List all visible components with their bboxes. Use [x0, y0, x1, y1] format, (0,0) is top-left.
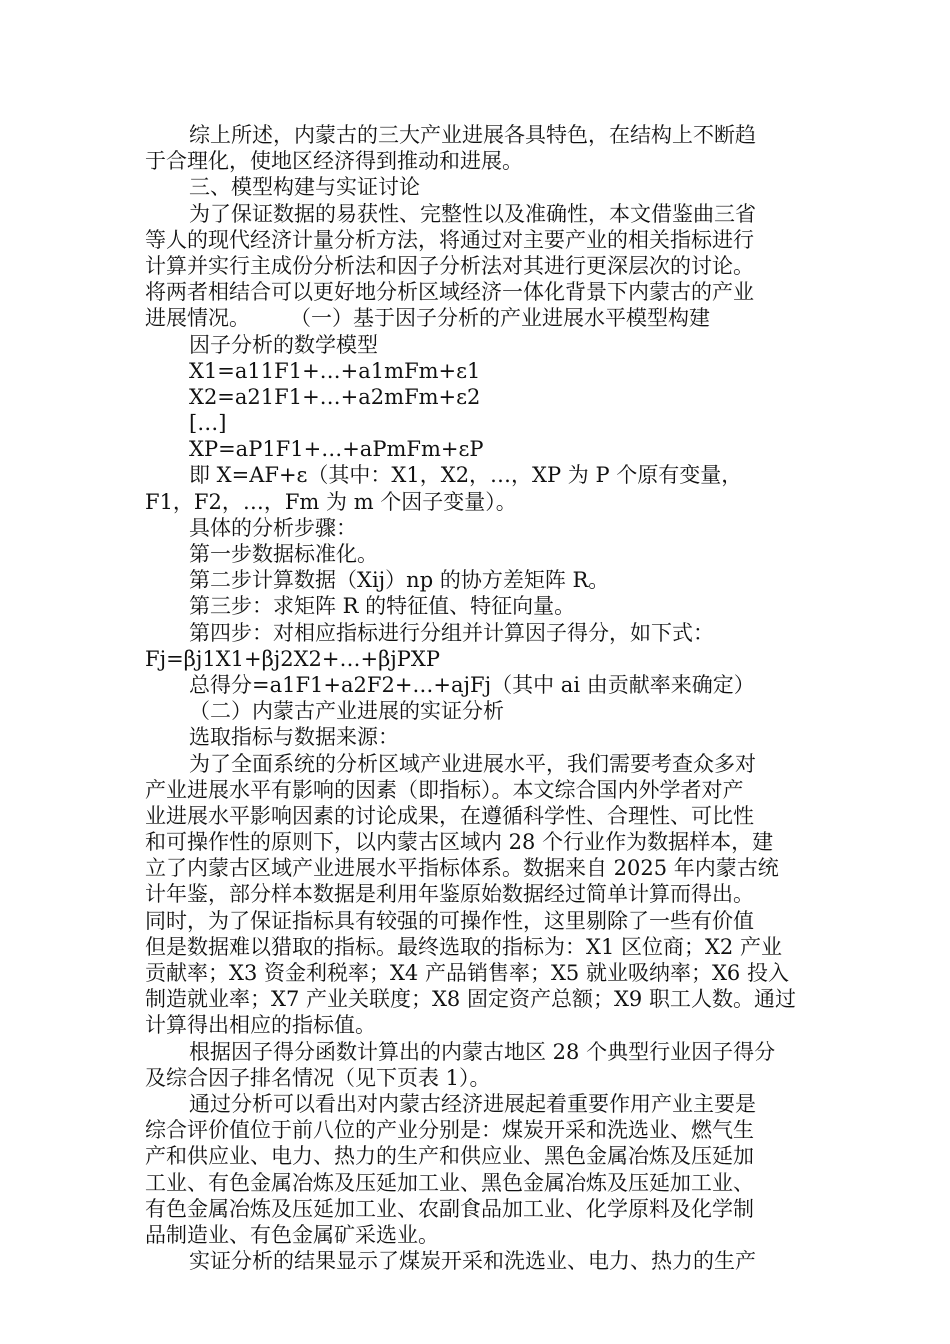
text-line: 第四步：对相应指标进行分组并计算因子得分，如下式：: [189, 620, 714, 645]
text-line: 有色金属冶炼及压延加工业、农副食品加工业、化学原料及化学制: [145, 1196, 754, 1221]
text-line: 于合理化，使地区经济得到推动和进展。: [145, 149, 523, 174]
formula-line: X2=a21F1+…+a2mFm+ε2: [189, 384, 481, 409]
text-line: 即 X=AF+ε（其中：X1，X2，…，XP 为 P 个原有变量，: [189, 463, 743, 488]
text-line: 同时，为了保证指标具有较强的可操作性，这里剔除了一些有价值: [145, 908, 754, 933]
text-line: 业进展水平影响因素的讨论成果，在遵循科学性、合理性、可比性: [145, 803, 754, 828]
text-line: 因子分析的数学模型: [189, 332, 378, 357]
text-line: F1，F2，…，Fm 为 m 个因子变量）。: [145, 489, 517, 514]
subsection-heading: （二）内蒙古产业进展的实证分析: [189, 699, 504, 724]
text-line: 通过分析可以看出对内蒙古经济进展起着重要作用产业主要是: [189, 1091, 756, 1116]
text-line: 产业进展水平有影响的因素（即指标）。本文综合国内外学者对产: [145, 777, 744, 802]
text-line: 为了保证数据的易获性、完整性以及准确性，本文借鉴曲三省: [189, 201, 756, 226]
subsection-heading: （一）基于因子分析的产业进展水平模型构建: [290, 306, 710, 331]
text-line-with-subheading: [145, 305, 805, 331]
text-line: 实证分析的结果显示了煤炭开采和洗选业、电力、热力的生产: [189, 1249, 756, 1274]
text-line: 和可操作性的原则下，以内蒙古区域内 28 个行业作为数据样本，建: [145, 830, 774, 855]
text-line: 计年鉴，部分样本数据是利用年鉴原始数据经过简单计算而得出。: [145, 882, 754, 907]
formula-line: Fj=βj1X1+βj2X2+…+βjPXP: [145, 646, 440, 671]
section-heading: 三、模型构建与实证讨论: [189, 175, 420, 200]
text-line: 品制造业、有色金属矿采选业。: [145, 1222, 439, 1247]
text-line: 第二步计算数据（Xij）np 的协方差矩阵 R。: [189, 568, 610, 593]
formula-line: XP=aP1F1+…+aPmFm+εP: [189, 437, 484, 462]
text-line: 计算并实行主成份分析法和因子分析法对其进行更深层次的讨论。: [145, 253, 754, 278]
text-line: 综合评价值位于前八位的产业分别是：煤炭开采和洗选业、燃气生: [145, 1118, 754, 1143]
text-line: 及综合因子排名情况（见下页表 1）。: [145, 1065, 491, 1090]
text-line: 产和供应业、电力、热力的生产和供应业、黑色金属冶炼及压延加: [145, 1144, 754, 1169]
text-line: 制造就业率；X7 产业关联度；X8 固定资产总额；X9 职工人数。通过: [145, 987, 796, 1012]
text-line: 等人的现代经济计量分析方法，将通过对主要产业的相关指标进行: [145, 227, 754, 252]
text-line: 第一步数据标准化。: [189, 542, 378, 566]
formula-line: […]: [189, 411, 227, 436]
text-line: 综上所述，内蒙古的三大产业进展各具特色，在结构上不断趋: [189, 123, 756, 147]
body-text: [145, 122, 805, 1274]
text-line: 为了全面系统的分析区域产业进展水平，我们需要考查众多对: [189, 751, 756, 776]
text-line: 立了内蒙古区域产业进展水平指标体系。数据来自 2025 年内蒙古统: [145, 856, 779, 881]
text-line: 但是数据难以猎取的指标。最终选取的指标为：X1 区位商；X2 产业: [145, 934, 782, 959]
text-line: 具体的分析步骤：: [189, 515, 357, 540]
text-line: 第三步：求矩阵 R 的特征值、特征向量。: [189, 594, 576, 619]
text-line: 计算得出相应的指标值。: [145, 1013, 376, 1038]
formula-line: X1=a11F1+…+a1mFm+ε1: [189, 358, 481, 383]
text-line: 贡献率；X3 资金利税率；X4 产品销售率；X5 就业吸纳率；X6 投入: [145, 961, 789, 985]
text-line: 工业、有色金属冶炼及压延加工业、黑色金属冶炼及压延加工业、: [145, 1170, 754, 1195]
text-line: 根据因子得分函数计算出的内蒙古地区 28 个典型行业因子得分: [189, 1039, 776, 1064]
formula-line: 总得分=a1F1+a2F2+…+ajFj（其中 ai 由贡献率来确定）: [189, 672, 755, 697]
text-line: 进展情况。: [145, 306, 250, 331]
text-line: 选取指标与数据来源：: [189, 725, 399, 750]
text-line: 将两者相结合可以更好地分析区域经济一体化背景下内蒙古的产业: [145, 280, 754, 305]
